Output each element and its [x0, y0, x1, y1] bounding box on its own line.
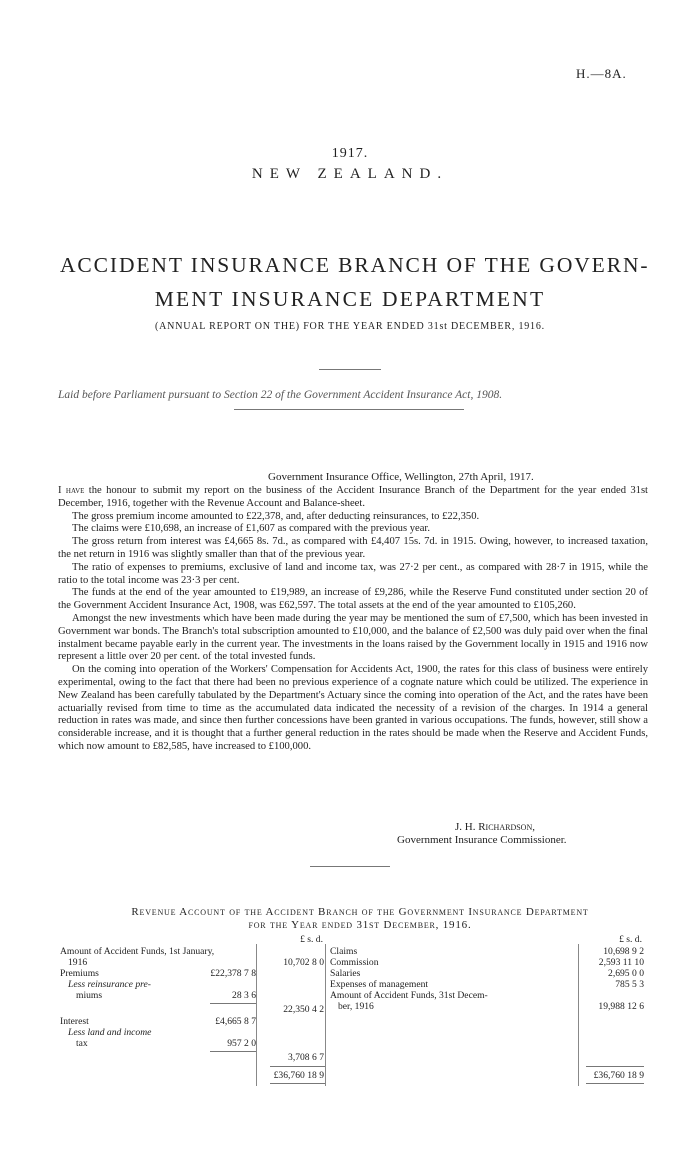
report-body: [58, 485, 648, 754]
income-item-amount: 22,350 4 2: [283, 1004, 324, 1015]
total-rule: [270, 1066, 326, 1067]
laid-before-parliament-note: Laid before Parliament pursuant to Section 22 of the Government Accident Insurance Act, 1908.: [58, 389, 503, 401]
income-item-label: Amount of Accident Funds, 1st January,: [60, 946, 215, 957]
document-year: 1917.: [331, 146, 369, 161]
divider: [310, 866, 390, 867]
income-sub-amount: 957 2 0: [227, 1038, 256, 1049]
report-paragraph: The claims were £10,698, an increase of £1,607 as compared with the previous year.: [72, 523, 431, 535]
income-sub-amount: £22,378 7 8: [210, 968, 256, 979]
report-paragraph: On the coming into operation of the Workers' Compensation for Accidents Act, 1900, the rates for this class of business were entirely experimental, owing to the fact that there had been no previous experience of a cognate nature which could be utilized. The experience in New Zealand has been carefully tabulated by the Department's Actuary since the coming into operation of the Act, and the rates have been actuarially revised from time to time as the accumulated data indicated the necessity of a revision of the charges. In 1914 a general reduction in rates was made, and since then further concessions have been granted in various occupations. The funds, however, still show a considerable increase, and it is thought that a further general reduction in the rates should be made when the Reserve and Accident Funds, which now amount to £82,585, have increased to £100,000.: [58, 664, 648, 752]
expenditure-total: £36,760 18 9: [593, 1070, 644, 1081]
income-sub-amount: 28 3 6: [232, 990, 256, 1001]
report-opening: I have: [58, 485, 85, 496]
expenditure-item-amount: 2,695 0 0: [608, 968, 644, 979]
income-item-amount: 10,702 8 0: [283, 957, 324, 968]
income-item-label: Interest: [60, 1016, 89, 1027]
income-item-label: miums: [76, 990, 103, 1001]
column-divider: [325, 944, 326, 1086]
expenditure-item-amount: 2,593 11 10: [598, 957, 644, 968]
expenditure-item-amount: 19,988 12 6: [598, 1001, 644, 1012]
account-title: Revenue Account of the Accident Branch of the Government Insurance Department: [131, 906, 589, 918]
report-dateline: Government Insurance Office, Wellington, 27th April, 1917.: [268, 471, 534, 483]
expenditure-item-amount: 10,698 9 2: [603, 946, 644, 957]
expenditure-item-label: Expenses of management: [330, 979, 429, 990]
expenditure-item-label: Salaries: [330, 968, 361, 979]
income-item-label: 1916: [68, 957, 88, 968]
expenditure-item-label: Claims: [330, 946, 358, 957]
divider: [319, 369, 381, 370]
subtotal-rule: [210, 1051, 256, 1052]
expenditure-item-label: Commission: [330, 957, 379, 968]
report-title-line-1: ACCIDENT INSURANCE BRANCH OF THE GOVERN-: [60, 253, 650, 277]
report-subtitle: (ANNUAL REPORT ON THE) FOR THE YEAR ENDED 31st DECEMBER, 1916.: [155, 321, 545, 332]
report-paragraph: The gross return from interest was £4,665 8s. 7d., as compared with £4,407 15s. 7d. in 1915. Owing, however, to increased taxation, the net return in 1916 was slightly smaller than that of the previous year.: [58, 536, 648, 560]
signature-name: J. H. Richardson,: [455, 821, 535, 833]
signature-title: Government Insurance Commissioner.: [397, 834, 567, 846]
report-paragraph-text: the honour to submit my report on the business of the Accident Insurance Branch of the Department for the year ended 31st December, 1916, together with the Revenue Account and Balance-sheet.: [58, 485, 649, 509]
income-sub-amount: £4,665 8 7: [215, 1016, 256, 1027]
total-rule: [586, 1066, 644, 1067]
subtotal-rule: [210, 1003, 256, 1004]
income-item-label: Less reinsurance pre-: [68, 979, 151, 990]
expenditure-item-amount: 785 5 3: [615, 979, 644, 990]
currency-header: £ s. d.: [619, 934, 642, 945]
report-title-line-2: MENT INSURANCE DEPARTMENT: [154, 287, 546, 311]
income-item-label: tax: [76, 1038, 88, 1049]
column-divider: [256, 944, 257, 1086]
income-item-label: Premiums: [60, 968, 99, 979]
country-heading: NEW ZEALAND.: [251, 166, 449, 182]
total-rule: [270, 1083, 326, 1084]
document-reference: H.—8A.: [576, 66, 627, 81]
expenditure-item-label: Amount of Accident Funds, 31st Decem-: [330, 990, 488, 1001]
income-item-label: Less land and income: [68, 1027, 152, 1038]
total-rule: [586, 1083, 644, 1084]
expenditure-item-label: ber, 1916: [338, 1001, 374, 1012]
income-total: £36,760 18 9: [273, 1070, 324, 1081]
currency-header: £ s. d.: [300, 934, 323, 945]
report-paragraph: The gross premium income amounted to £22,378, and, after deducting reinsurances, to £22,350.: [72, 510, 480, 522]
report-paragraph: The ratio of expenses to premiums, exclusive of land and income tax, was 27·2 per cent., as compared with 28·7 in 1915, while the ratio to the total income was 23·3 per cent.: [58, 561, 648, 586]
report-paragraph: Amongst the new investments which have been made during the year may be mentioned the sum of £7,500, which has been invested in Government war bonds. The Branch's total subscription amounted to £10,000, and the balance of £2,500 was duly paid over when the final instalment became payable early in the current year. The investments in the loans raised by the Government locally in 1915 and 1916 now represent a little over 20 per cent. of the total invested funds.: [58, 612, 648, 663]
report-paragraph: [58, 485, 648, 511]
account-subtitle: for the Year ended 31st December, 1916.: [248, 919, 472, 931]
divider: [234, 409, 464, 410]
report-paragraph: The funds at the end of the year amounted to £19,989, an increase of £9,286, while the Reserve Fund constituted under section 20 of the Government Accident Insurance Act, 1908, was £62,597. The total assets at the end of the year amounted to £105,260.: [58, 587, 648, 612]
income-item-amount: 3,708 6 7: [288, 1052, 324, 1063]
